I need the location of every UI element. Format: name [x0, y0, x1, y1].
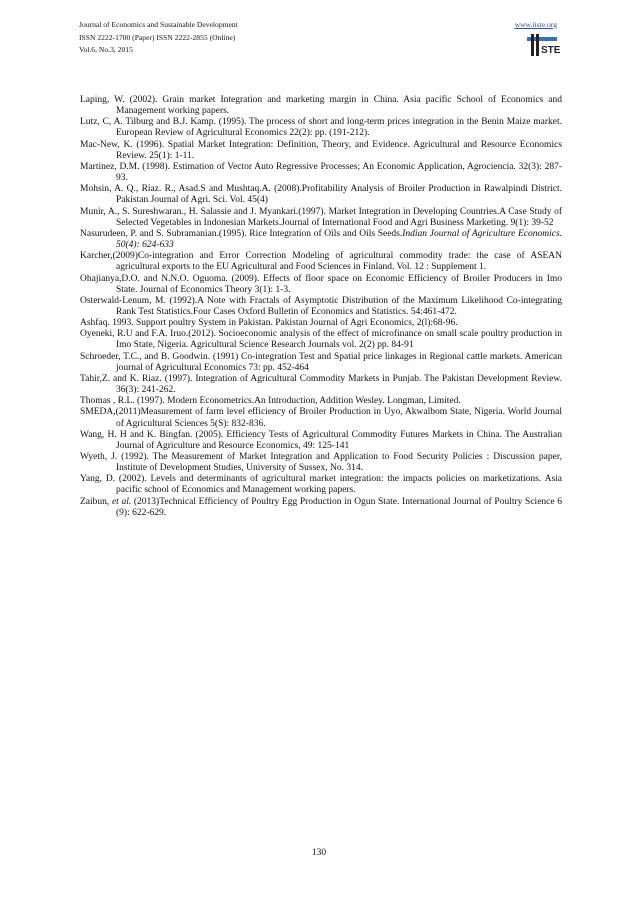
- reference-entry: Ashfaq. 1993. Support poultry System in Pakistan. Pakistan Journal of Agri Economics, 2(l):68-96.: [80, 318, 458, 329]
- reference-entry: Mohsin, A. Q., Riaz. R., Asad.S and Mushtaq.A. (2008).Profitability Analysis of Broiler Production in Rawalpindi District. Pakistan Journal of Agri. Sci. Vol. 45(4): [80, 184, 562, 206]
- journal-url-link[interactable]: www.iiste.org: [514, 20, 557, 29]
- reference-entry: Laping, W. (2002). Grain market Integration and marketing margin in China. Asia pacific School of Economics and Management working papers.: [80, 95, 562, 117]
- reference-entry: SMEDA,(2011)Measurement of farm level efficiency of Broiler Production in Uyo, Akwalbom State, Nigeria. World Journal of Agricultural Sciences 5(S): 832-836.: [80, 407, 562, 429]
- reference-entry: Lutz, C, A. Tilburg and B.J. Kamp. (1995). The process of short and long-term prices integration in the Benin Maize market. European Review of Agricultural Economics 22(2): pp. (191-212).: [80, 117, 562, 139]
- reference-entry: Thomas , R.L. (1997). Modern Econometrics.An Introduction, Addition Wesley. Longman, Limited.: [80, 396, 461, 407]
- reference-entry: Osterwald-Lenum, M. (1992).A Note with Fractals of Asymptotic Distribution of the Maximum Likelihood Co-integrating Rank Test Statistics.Four Cases Oxford Bulletin of Economics and Statistics. 54:461-472.: [80, 295, 562, 317]
- reference-entry: Munir, A., S. Sureshwaran., H. Salassie and J. Myankari.(1997). Market Integration in Developing Countries.A Case Study of Selected Vegetables in Indonesian Markets.Journal of International Food and Agri Business Marketing. 9(1): 39-52: [80, 206, 562, 228]
- reference-entry: Zaibun, et al. (2013)Technical Efficiency of Poultry Egg Production in Ogun State. International Journal of Poultry Science 6 (9): 622-629.: [80, 496, 562, 518]
- reference-entry: Wang, H. H and K. Bingfan. (2005). Efficiency Tests of Agricultural Commodity Futures Markets in China. The Australian Journal of Agriculture and Resource Economics, 49: 125-141: [80, 429, 562, 451]
- reference-entry: Martinez, D.M. (1998). Estimation of Vector Auto Regressive Processes; An Economic Application, Agrociencia. 32(3): 287-93.: [80, 161, 562, 184]
- reference-entry: Schroeder, T.C., and B. Goodwin. (1991) Co-integration Test and Spatial price linkages in Regional cattle markets. American journal of Agricultural Economics 73: pp. 452-464: [80, 351, 562, 373]
- journal-issn: ISSN 2222-1700 (Paper) ISSN 2222-2855 (Online): [79, 32, 236, 42]
- reference-entry: Wyeth, J. (1992). The Measurement of Market Integration and Application to Food Security Policies : Discussion paper, Institute of Development Studies, University of Sussex, No. 314.: [80, 452, 562, 474]
- reference-list: [80, 95, 562, 519]
- journal-header: [79, 19, 238, 57]
- reference-entry: Oyeneki, R.U and F.A. Iruo.(2012). Socioeconomic analysis of the effect of microfinance on small scale poultry production in Imo State, Nigeria. Agricultural Science Research Journals vol. 2(2) pp. 84-91: [80, 329, 562, 351]
- iiste-logo-icon: [527, 34, 561, 56]
- reference-entry: Yang, D. (2002). Levels and determinants of agricultural market integration: the impacts policies on marketizations. Asia pacific school of Economics and Management working papers.: [80, 474, 562, 496]
- journal-volume: Vol.6, No.3, 2015: [79, 45, 133, 55]
- reference-entry: Karcher,(2009)Co-integration and Error Correction Modeling of agricultural commodity trade: the case of ASEAN agricultural exports to the EU Agricultural and Food Sciences in Finland. Vol. 12 : Supplement 1.: [80, 251, 562, 273]
- page-number: 130: [311, 848, 327, 858]
- header-right: [514, 19, 561, 61]
- svg-text:STE: STE: [541, 44, 561, 56]
- reference-entry: Mac-New, K. (1996). Spatial Market Integration: Definition, Theory, and Evidence. Agricultural and Resource Economics Review. 25(1): 1-11.: [80, 139, 562, 161]
- reference-entry: Ohajianya,D.O. and N.N.O. Oguoma. (2009). Effects of floor space on Economic Efficiency of Broiler Producers in Imo State. Journal of Economics Theory 3(1): 1-3.: [80, 273, 562, 295]
- journal-title: Journal of Economics and Sustainable Development: [79, 20, 238, 29]
- reference-entry: Nasurudeen, P. and S. Subramanian.(1995). Rice Integration of Oils and Oils Seeds.Indian Journal of Agriculture Economics. 50(4): 624-633: [80, 228, 563, 251]
- reference-entry: Tahir,Z. and K. Riaz. (1997). Integration of Agricultural Commodity Markets in Punjab. The Pakistan Development Review. 36(3): 241-262.: [80, 373, 562, 396]
